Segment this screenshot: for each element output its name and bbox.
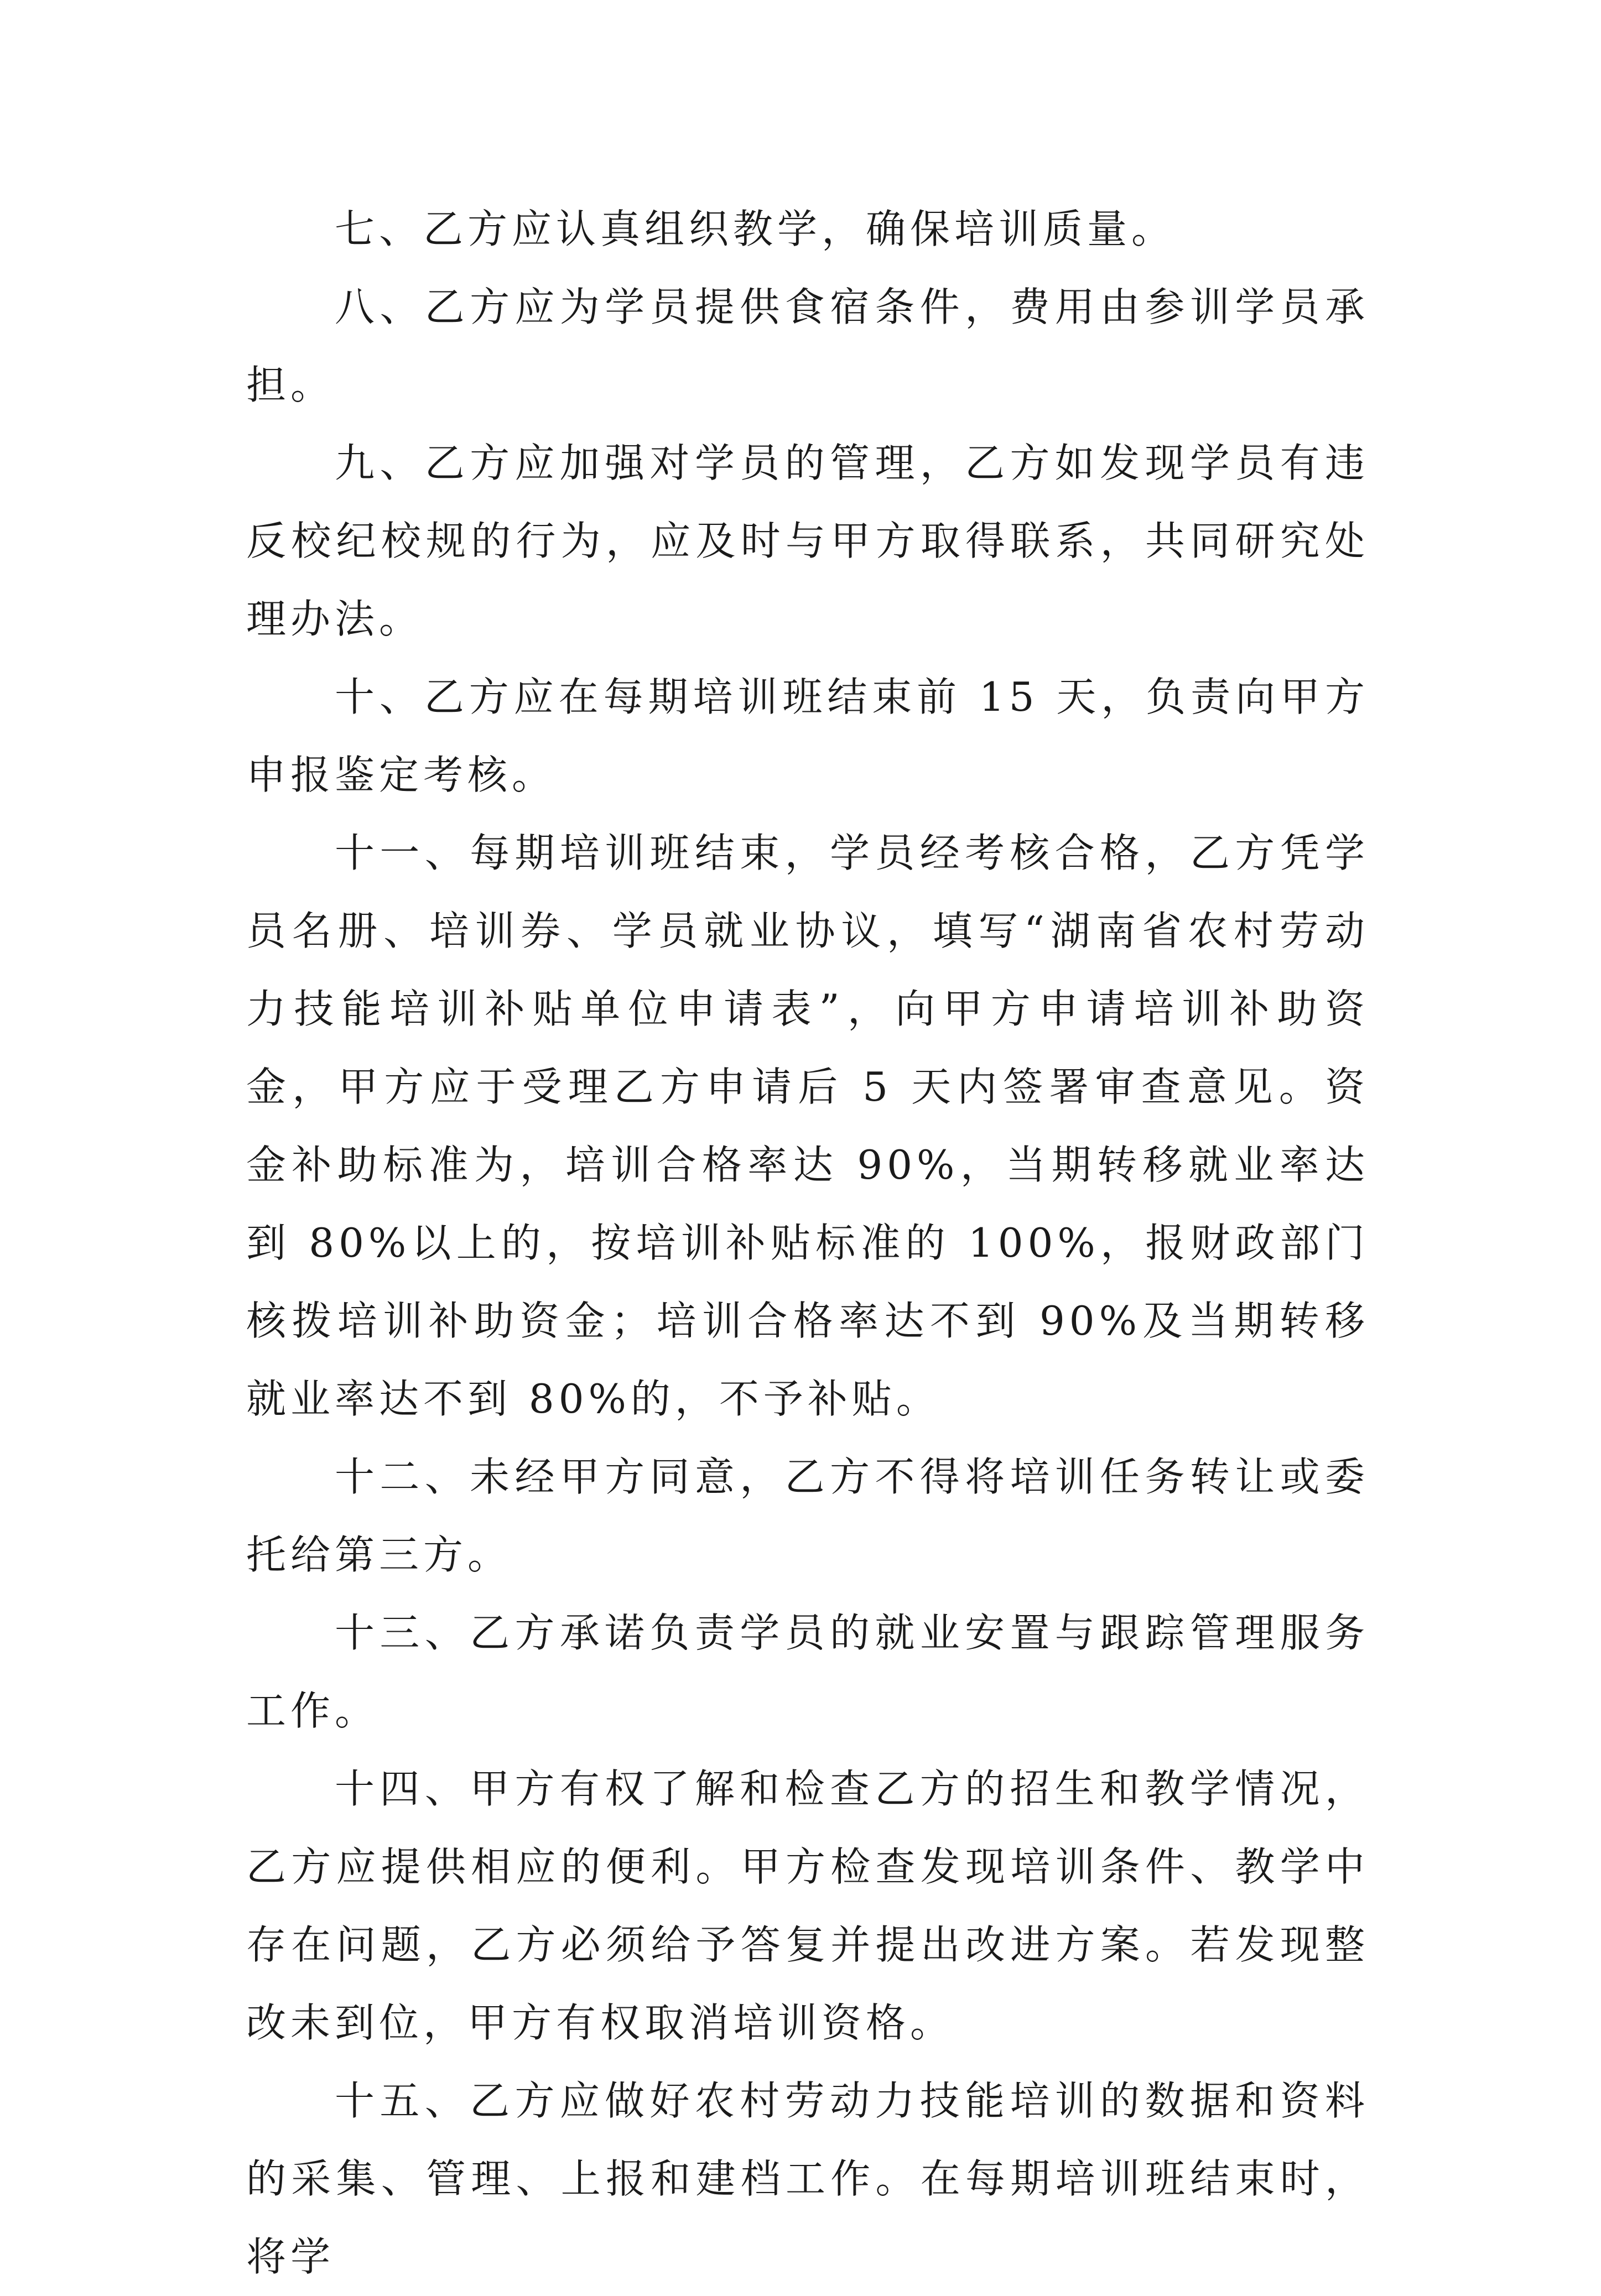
clause-8: 八、乙方应为学员提供食宿条件，费用由参训学员承担。 (246, 284, 1369, 408)
clause-9: 九、乙方应加强对学员的管理，乙方如发现学员有违反校纪校规的行为，应及时与甲方取得联系，共同研究处理办法。 (246, 440, 1369, 642)
clause-12: 十二、未经甲方同意，乙方不得将培训任务转让或委托给第三方。 (246, 1454, 1369, 1578)
contract-body (246, 190, 1369, 2296)
clause-14: 十四、甲方有权了解和检查乙方的招生和教学情况，乙方应提供相应的便利。甲方检查发现培训条件、教学中存在问题，乙方必须给予答复并提出改进方案。若发现整改未到位，甲方有权取消培训资格。 (246, 1766, 1369, 2046)
clause-15: 十五、乙方应做好农村劳动力技能培训的数据和资料的采集、管理、上报和建档工作。在每期培训班结束时，将学 (246, 2078, 1369, 2280)
clause-10: 十、乙方应在每期培训班结束前 15 天，负责向甲方申报鉴定考核。 (246, 674, 1369, 798)
clause-11: 十一、每期培训班结束，学员经考核合格，乙方凭学员名册、培训券、学员就业协议，填写“湖南省农村劳动力技能培训补贴单位申请表”，向甲方申请培训补助资金，甲方应于受理乙方申请后 5 天内签署审查意见。资金补助标准为，培训合格率达 90%，当期转移就业率达到 80%以上的，按培训补贴标准的 100%，报财政部门核拨培训补助资金；培训合格率达不到 90%及当期转移就业率达不到 80%的，不予补贴。 (246, 830, 1369, 1422)
clause-7: 七、乙方应认真组织教学，确保培训质量。 (335, 206, 1176, 252)
clause-13: 十三、乙方承诺负责学员的就业安置与跟踪管理服务工作。 (246, 1610, 1369, 1734)
